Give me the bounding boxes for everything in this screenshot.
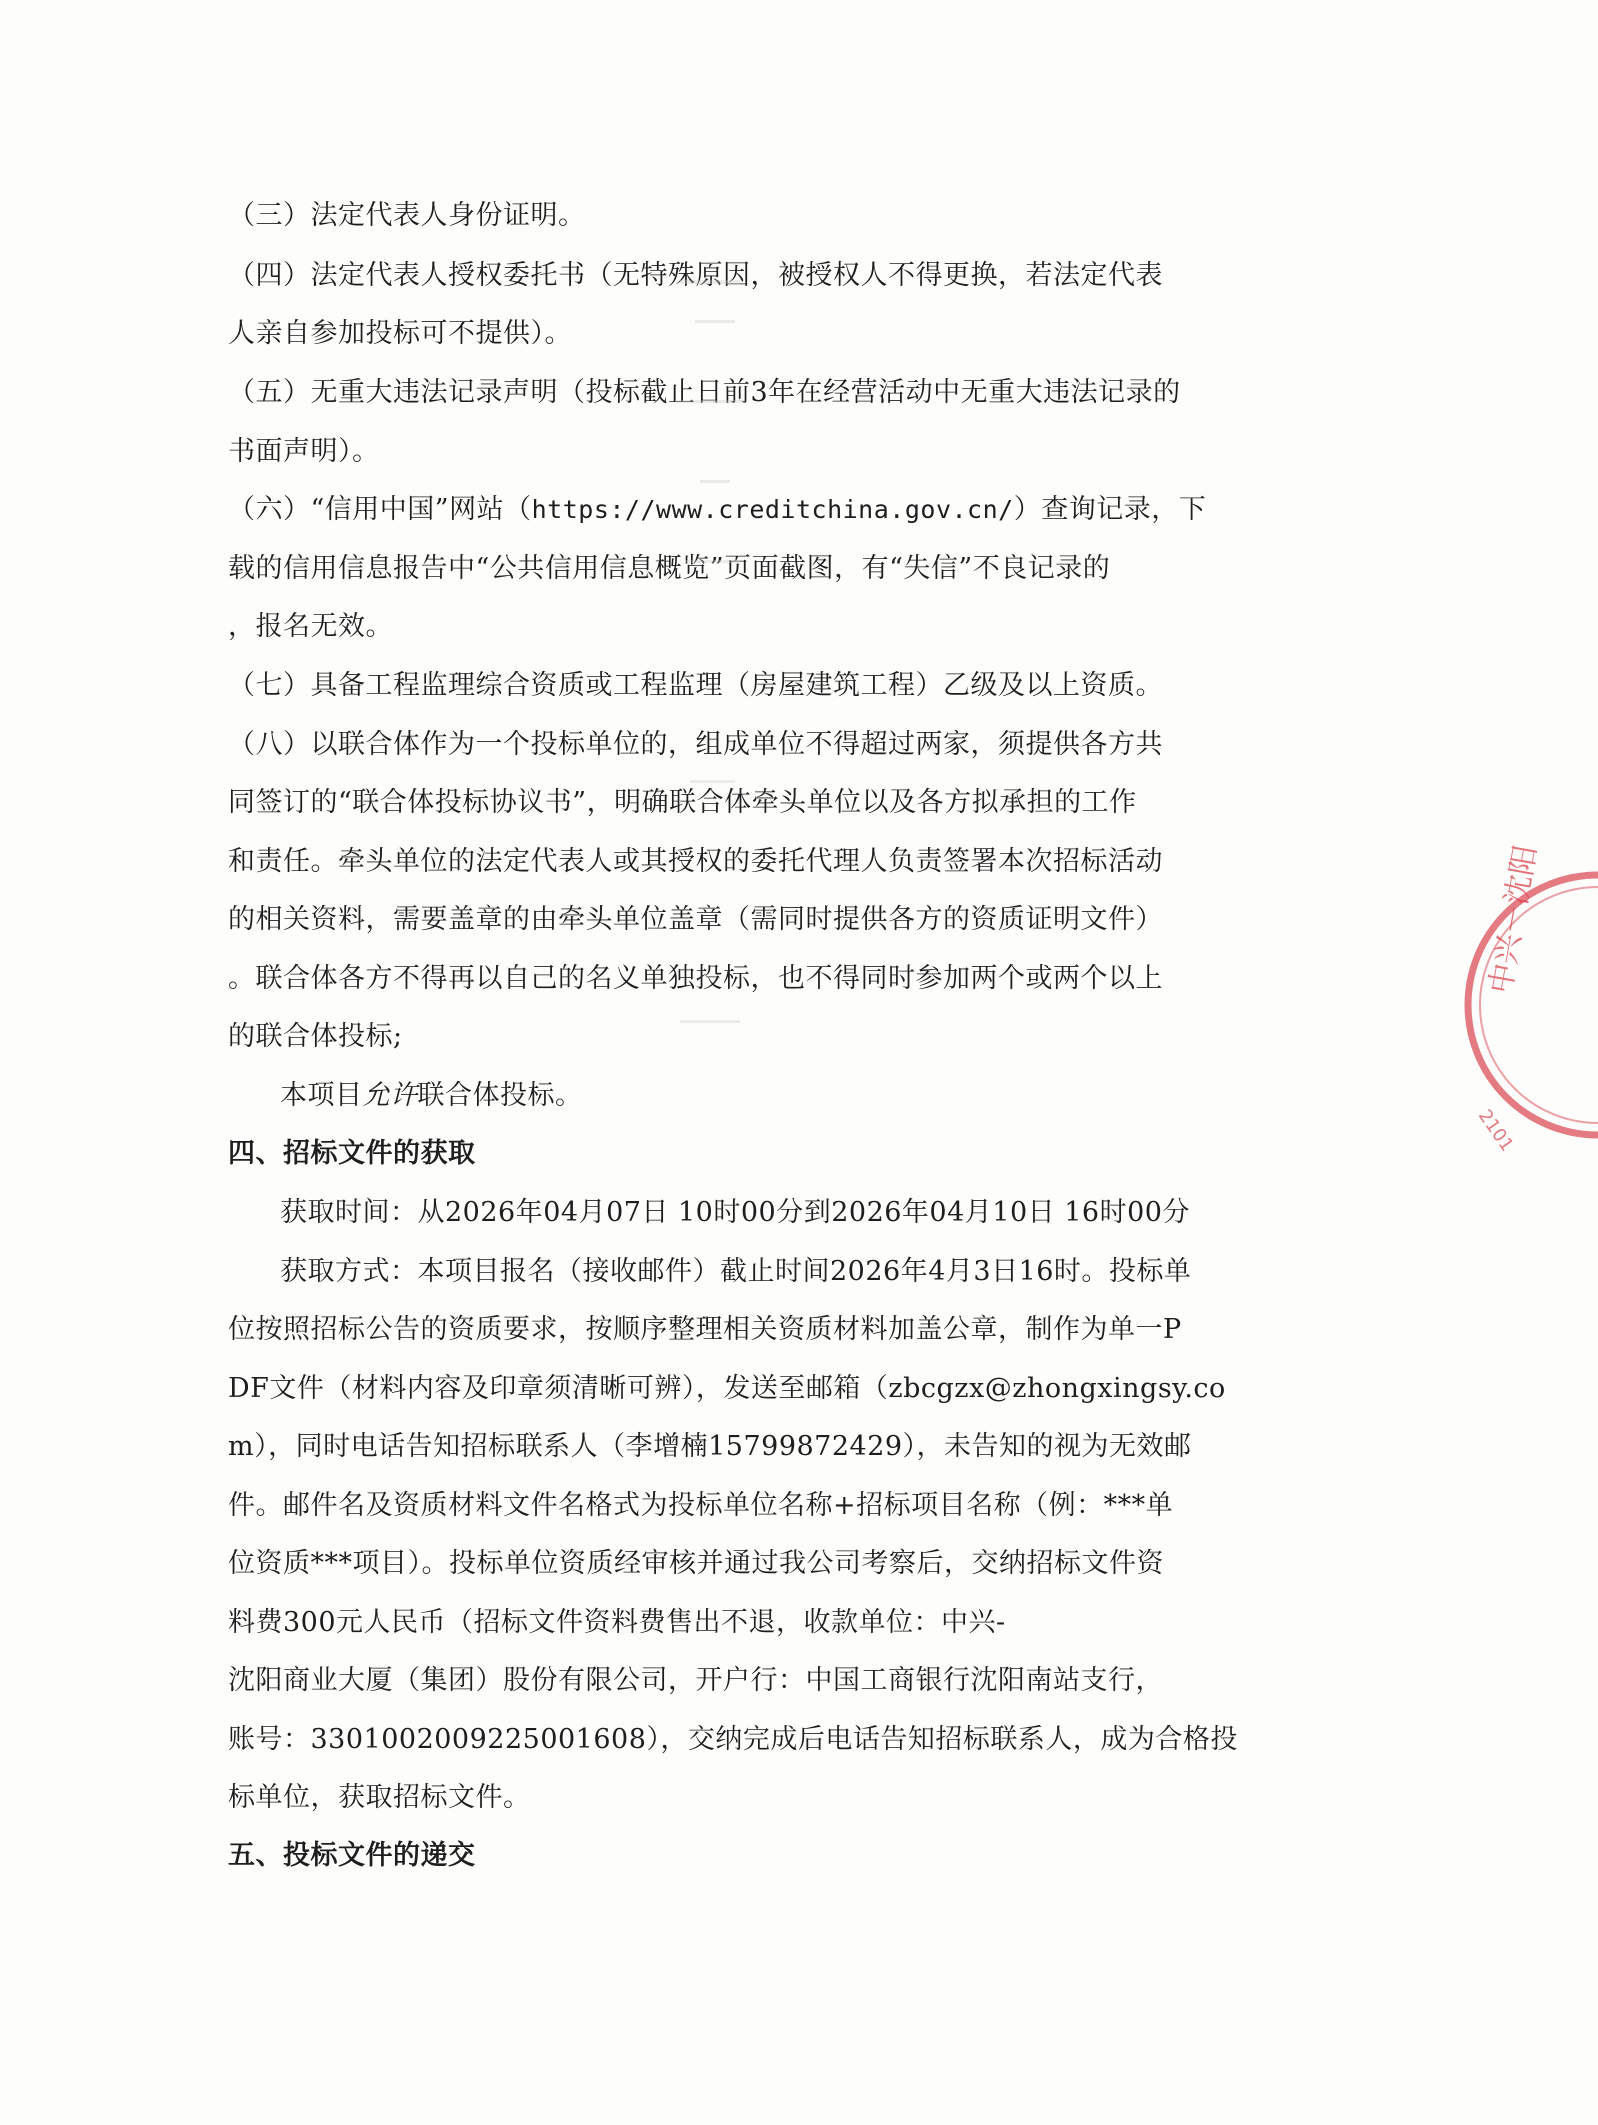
item-5-line-2: 书面声明）。 (228, 436, 380, 467)
acquisition-method-line-2: 位按照招标公告的资质要求，按顺序整理相关资质材料加盖公章，制作为单一P (228, 1314, 1182, 1345)
allowed-word: 允许 (362, 1080, 418, 1111)
item-7-qualification: （七）具备工程监理综合资质或工程监理（房屋建筑工程）乙级及以上资质。 (228, 670, 1163, 701)
item-8-line-3: 和责任。牵头单位的法定代表人或其授权的委托代理人负责签署本次招标活动 (228, 846, 1163, 877)
acquisition-method-line-9: 账号：3301002009225001608），交纳完成后电话告知招标联系人，成为合格投 (228, 1724, 1238, 1755)
item-6-suffix: ）查询记录，下 (1013, 494, 1207, 525)
acquisition-method-line-6: 位资质***项目）。投标单位资质经审核并通过我公司考察后，交纳招标文件资 (228, 1548, 1164, 1579)
svg-text:2101: 2101 (1473, 1105, 1518, 1156)
item-4-line-2: 人亲自参加投标可不提供）。 (228, 318, 572, 349)
consortium-allowed-line (280, 1076, 583, 1116)
item-6-line-1 (228, 490, 1206, 530)
item-3-legal-rep-id: （三）法定代表人身份证明。 (228, 200, 586, 231)
acquisition-method-line-3: DF文件（材料内容及印章须清晰可辨），发送至邮箱（zbcgzx@zhongxingsy.co (228, 1373, 1226, 1404)
item-6-line-3: ，报名无效。 (228, 611, 393, 642)
svg-text:中兴－沈阳: 中兴－沈阳 (1483, 842, 1544, 997)
acquisition-method-line-5: 件。邮件名及资质材料文件名格式为投标单位名称+招标项目名称（例：***单 (228, 1490, 1174, 1521)
consortium-prefix: 本项目 (280, 1080, 363, 1111)
item-8-line-5: 。联合体各方不得再以自己的名义单独投标，也不得同时参加两个或两个以上 (228, 963, 1163, 994)
company-seal-stamp (1448, 842, 1598, 1156)
credit-china-url: https://www.creditchina.gov.cn/ (531, 495, 1014, 524)
item-8-line-4: 的相关资料，需要盖章的由牵头单位盖章（需同时提供各方的资质证明文件） (228, 904, 1163, 935)
item-6-line-2: 载的信用信息报告中“公共信用信息概览”页面截图，有“失信”不良记录的 (228, 553, 1111, 584)
item-8-line-1: （八）以联合体作为一个投标单位的，组成单位不得超过两家，须提供各方共 (228, 729, 1163, 760)
item-4-line-1: （四）法定代表人授权委托书（无特殊原因，被授权人不得更换，若法定代表 (228, 260, 1163, 291)
acquisition-time: 获取时间：从2026年04月07日 10时00分到2026年04月10日 16时00分 (280, 1197, 1190, 1228)
acquisition-method-line-10: 标单位，获取招标文件。 (228, 1782, 531, 1813)
acquisition-method-line-4: m），同时电话告知招标联系人（李增楠15799872429），未告知的视为无效邮 (228, 1431, 1192, 1462)
item-8-line-2: 同签订的“联合体投标协议书”，明确联合体牵头单位以及各方拟承担的工作 (228, 787, 1137, 818)
acquisition-method-line-1: 获取方式：本项目报名（接收邮件）截止时间2026年4月3日16时。投标单 (280, 1256, 1192, 1287)
acquisition-method-line-7: 料费300元人民币（招标文件资料费售出不退，收款单位：中兴- (228, 1607, 1006, 1638)
item-5-line-1: （五）无重大违法记录声明（投标截止日前3年在经营活动中无重大违法记录的 (228, 377, 1181, 408)
consortium-suffix: 联合体投标。 (417, 1080, 583, 1111)
section-4-heading: 四、招标文件的获取 (228, 1138, 476, 1169)
section-5-heading: 五、投标文件的递交 (228, 1840, 476, 1871)
item-6-prefix: （六）“信用中国”网站（ (228, 494, 532, 525)
acquisition-method-line-8: 沈阳商业大厦（集团）股份有限公司，开户行：中国工商银行沈阳南站支行， (228, 1665, 1163, 1696)
item-8-line-6: 的联合体投标; (228, 1021, 403, 1052)
